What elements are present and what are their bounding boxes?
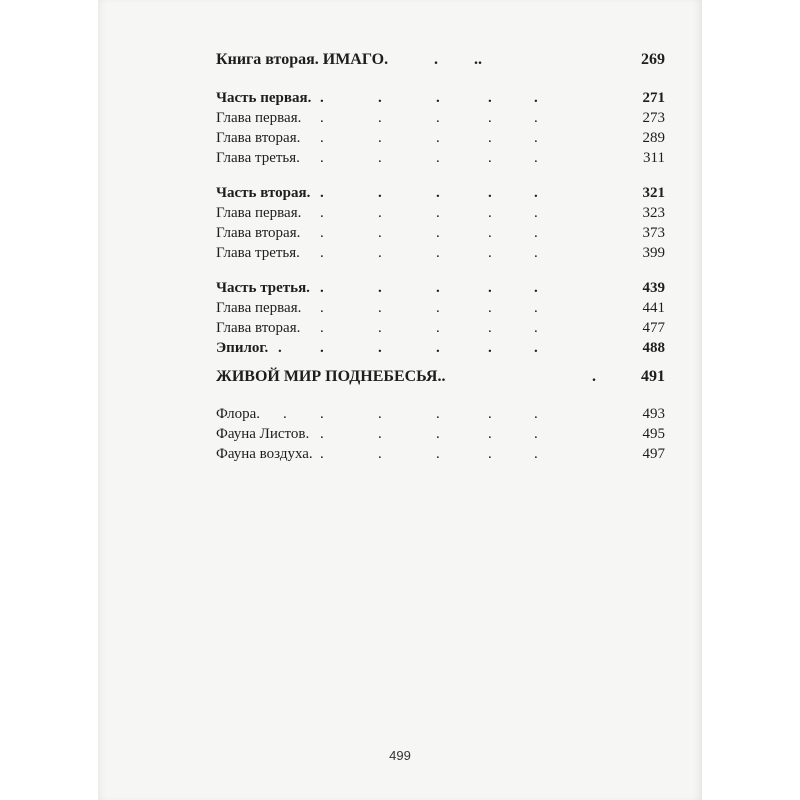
toc-leader-dot: . [320, 90, 324, 106]
toc-leader-dot: . [534, 245, 538, 261]
toc-entry-page: 488 [642, 340, 665, 356]
toc-entry [216, 367, 665, 387]
toc-leader-dot: . [436, 446, 440, 462]
toc-entry-page: 439 [642, 280, 665, 296]
toc-leader-dot: . [378, 320, 382, 336]
toc-leader-dot: . [436, 150, 440, 166]
toc-leader-dot: . [488, 245, 492, 261]
table-of-contents [98, 0, 702, 800]
toc-leader-dot: . [320, 280, 324, 296]
toc-leader-dot: . [283, 406, 287, 422]
toc-leader-dot: . [378, 406, 382, 422]
toc-entry-page: 289 [642, 130, 665, 146]
toc-entry-title: ЖИВОЙ МИР ПОДНЕБЕСЬЯ.. [216, 368, 446, 385]
toc-entry-title: Эпилог. [216, 340, 269, 356]
toc-leader-dot: . [434, 51, 438, 68]
toc-entry-page: 399 [642, 245, 665, 261]
toc-leader-dot: . [436, 406, 440, 422]
toc-leader-dot: . [378, 340, 382, 356]
toc-entry-title: Часть третья. [216, 280, 310, 296]
toc-entry-title: Глава вторая. [216, 225, 301, 241]
toc-leader-dot: . [534, 406, 538, 422]
toc-leader-dot: . [488, 185, 492, 201]
toc-leader-dot: . [378, 280, 382, 296]
toc-entry-page: 323 [642, 205, 665, 221]
toc-entry-page: 311 [643, 150, 665, 166]
toc-entry-title: Часть вторая. [216, 185, 311, 201]
toc-leader-dot: . [320, 110, 324, 126]
toc-entry-page: 269 [641, 51, 665, 68]
toc-leader-dot: . [378, 300, 382, 316]
toc-entry-title: Глава первая. [216, 300, 302, 316]
toc-leader-dot: . [378, 225, 382, 241]
toc-entry-page: 273 [642, 110, 665, 126]
toc-leader-dot: . [378, 150, 382, 166]
toc-leader-dot: . [534, 340, 538, 356]
toc-leader-dot: . [534, 150, 538, 166]
toc-leader-dot: . [534, 110, 538, 126]
toc-leader-dot: . [488, 320, 492, 336]
toc-leader-dot: . [320, 225, 324, 241]
toc-entry [216, 50, 665, 70]
toc-entry-title: Фауна Листов. [216, 426, 310, 442]
toc-leader-dot: . [320, 426, 324, 442]
toc-leader-dot: . [320, 205, 324, 221]
toc-leader-dot: . [320, 406, 324, 422]
toc-entry-title: Флора. [216, 406, 260, 422]
toc-leader-dot: . [488, 110, 492, 126]
toc-leader-dot: . [320, 320, 324, 336]
toc-leader-dot: . [378, 110, 382, 126]
toc-entry-title: Глава третья. [216, 150, 300, 166]
toc-entry [216, 183, 665, 203]
toc-entry [216, 278, 665, 298]
toc-leader-dot: . [488, 150, 492, 166]
toc-leader-dot: . [436, 426, 440, 442]
toc-entry-page: 441 [642, 300, 665, 316]
toc-entry [216, 404, 665, 424]
toc-leader-dot: . [436, 280, 440, 296]
toc-entry-title: Глава вторая. [216, 130, 301, 146]
toc-entry-page: 491 [641, 368, 665, 385]
toc-entry-title: Книга вторая. ИМАГО. [216, 51, 389, 68]
toc-leader-dot: . [534, 90, 538, 106]
toc-leader-dot: . [436, 245, 440, 261]
toc-leader-dot: . [534, 300, 538, 316]
toc-entry [216, 318, 665, 338]
toc-leader-dot: . [488, 300, 492, 316]
toc-leader-dot: . [320, 300, 324, 316]
toc-leader-dot: . [534, 446, 538, 462]
toc-leader-dot: . [488, 225, 492, 241]
toc-leader-dot: . [488, 426, 492, 442]
toc-leader-dot: . [320, 446, 324, 462]
toc-leader-dot: . [378, 426, 382, 442]
toc-entry-page: 321 [642, 185, 665, 201]
toc-leader-dot: . [488, 406, 492, 422]
toc-entry-title: Глава вторая. [216, 320, 301, 336]
toc-entry-page: 373 [642, 225, 665, 241]
toc-entry-page: 493 [642, 406, 665, 422]
toc-leader-dot: . [320, 185, 324, 201]
toc-leader-dot: . [436, 225, 440, 241]
toc-entry-page: 271 [642, 90, 665, 106]
toc-leader-dot: . [488, 340, 492, 356]
toc-leader-dot: . [488, 446, 492, 462]
toc-leader-dot: . [436, 340, 440, 356]
toc-leader-dot: . [488, 130, 492, 146]
toc-entry-page: 495 [642, 426, 665, 442]
toc-entry [216, 148, 665, 168]
toc-entry-page: 477 [642, 320, 665, 336]
page-number: 499 [389, 748, 411, 763]
toc-leader-dot: . [378, 205, 382, 221]
toc-entry-title: Часть первая. [216, 90, 312, 106]
toc-leader-dot: . [592, 368, 596, 385]
toc-entry [216, 338, 665, 358]
toc-leader-dot: . [436, 130, 440, 146]
toc-entry [216, 298, 665, 318]
toc-entry-title: Фауна воздуха. [216, 446, 313, 462]
toc-leader-dot: . [436, 110, 440, 126]
toc-leader-dot: . [534, 225, 538, 241]
toc-leader-dot: . [534, 320, 538, 336]
toc-leader-dot: . [436, 205, 440, 221]
toc-leader-dot: . [488, 205, 492, 221]
toc-leader-dot: . [378, 130, 382, 146]
toc-leader-dot: . [320, 130, 324, 146]
toc-leader-dot: . [534, 185, 538, 201]
toc-leader-dot: . [320, 150, 324, 166]
toc-leader-dot: . [436, 300, 440, 316]
toc-leader-dot: . [436, 320, 440, 336]
toc-leader-dot: . [534, 426, 538, 442]
toc-leader-dot: . [436, 185, 440, 201]
toc-leader-dot: .. [474, 51, 482, 68]
toc-leader-dot: . [378, 245, 382, 261]
toc-entry-title: Глава третья. [216, 245, 300, 261]
toc-leader-dot: . [488, 90, 492, 106]
toc-entry [216, 223, 665, 243]
toc-leader-dot: . [488, 280, 492, 296]
toc-entry [216, 424, 665, 444]
toc-entry [216, 243, 665, 263]
toc-leader-dot: . [534, 130, 538, 146]
toc-entry-title: Глава первая. [216, 110, 302, 126]
toc-leader-dot: . [378, 446, 382, 462]
toc-entry-page: 497 [642, 446, 665, 462]
toc-leader-dot: . [320, 245, 324, 261]
toc-leader-dot: . [534, 280, 538, 296]
toc-leader-dot: . [378, 185, 382, 201]
toc-leader-dot: . [320, 340, 324, 356]
toc-entry-title: Глава первая. [216, 205, 302, 221]
toc-entry [216, 88, 665, 108]
toc-entry [216, 128, 665, 148]
toc-leader-dot: . [534, 205, 538, 221]
toc-leader-dot: . [278, 340, 282, 356]
toc-entry [216, 444, 665, 464]
toc-leader-dot: . [378, 90, 382, 106]
book-page [98, 0, 702, 800]
toc-entry [216, 108, 665, 128]
toc-entry [216, 203, 665, 223]
toc-leader-dot: . [436, 90, 440, 106]
